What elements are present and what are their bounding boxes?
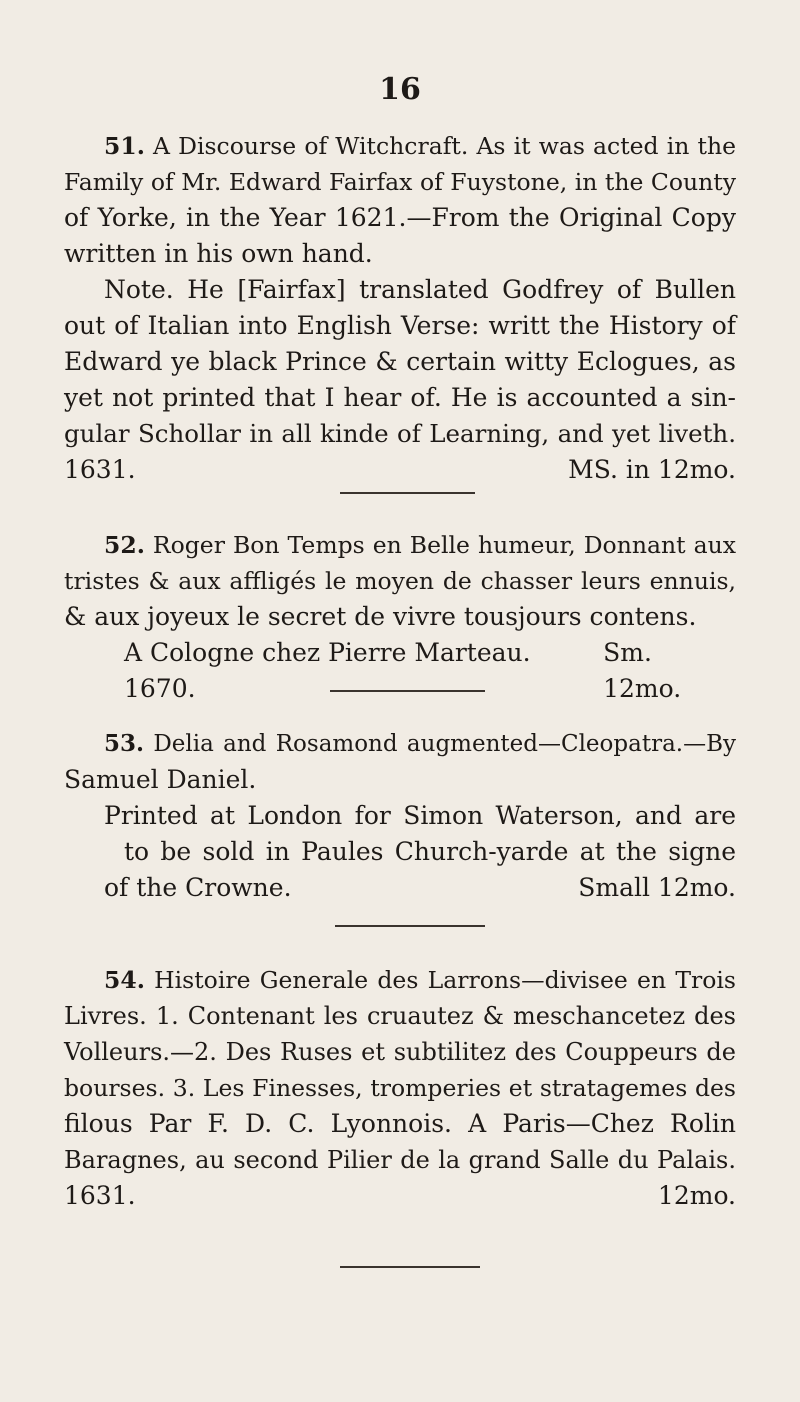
note-line: gular Schollar in all kinde of Learning, and yet liveth. — [64, 419, 736, 448]
entry-number: 52. — [104, 531, 145, 559]
entry-imprint-tail: of the Crowne. — [104, 873, 292, 902]
catalogue-entry-52 — [64, 527, 736, 707]
catalogue-entry-54 — [64, 962, 736, 1214]
catalogue-entry-53 — [64, 726, 736, 906]
catalogue-entry-51 — [64, 128, 736, 488]
entry-number: 51. — [104, 132, 145, 160]
entry-tail — [64, 1178, 736, 1214]
page-number: 16 — [379, 72, 421, 107]
entry-line: Livres. 1. Contenant les cruautez & meschancetez des — [64, 1002, 736, 1030]
entry-format: MS. in 12mo. — [568, 455, 736, 484]
entry-line: written in his own hand. — [64, 239, 373, 268]
note-line: Edward ye black Prince & certain witty Eclogues, as — [64, 347, 736, 376]
note-line: out of Italian into English Verse: writt the History of — [64, 311, 736, 340]
entry-format: Small 12mo. — [578, 873, 736, 902]
separator-rule — [340, 492, 475, 494]
entry-line: tristes & aux affligés le moyen de chasser leurs ennuis, — [64, 567, 736, 595]
entry-line: filous Par F. D. C. Lyonnois. A Paris—Chez Rolin — [64, 1109, 736, 1138]
entry-line: of Yorke, in the Year 1621.—From the Original Copy — [64, 203, 736, 232]
entry-line: Samuel Daniel. — [64, 765, 257, 794]
entry-line: & aux joyeux le secret de vivre tousjours contens. — [64, 602, 697, 631]
entry-line: Baragnes, au second Pilier de la grand Salle du Palais. — [64, 1146, 736, 1174]
entry-format: 12mo. — [657, 1181, 736, 1210]
entry-tail — [64, 870, 736, 906]
separator-rule — [340, 1266, 480, 1268]
entry-format: Sm. 12mo. — [603, 638, 682, 703]
entry-date: 1631. — [64, 1181, 136, 1210]
note-line: Note. He [Fairfax] translated Godfrey of Bullen — [104, 275, 736, 304]
entry-number: 54. — [104, 966, 145, 994]
note-line: yet not printed that I hear of. He is accounted a sin- — [64, 383, 736, 412]
entry-tail — [64, 635, 736, 707]
entry-line: 53. Delia and Rosamond augmented—Cleopatra.—By — [104, 730, 736, 757]
imprint-line: Printed at London for Simon Waterson, and are — [104, 801, 736, 830]
entry-line: 52. Roger Bon Temps en Belle humeur, Donnant aux — [104, 531, 736, 559]
separator-rule — [335, 925, 485, 927]
entry-line: Volleurs.—2. Des Ruses et subtilitez des Couppeurs de — [64, 1038, 736, 1066]
entry-line: 51. A Discourse of Witchcraft. As it was acted in the — [104, 132, 736, 160]
entry-number: 53. — [104, 730, 145, 757]
entry-line: Family of Mr. Edward Fairfax of Fuystone, in the County — [64, 168, 736, 196]
entry-tail — [64, 452, 736, 488]
separator-rule — [330, 690, 485, 692]
entry-line: bourses. 3. Les Finesses, tromperies et stratagemes des — [64, 1074, 736, 1102]
entry-line: 54. Histoire Generale des Larrons—divisee en Trois — [104, 966, 736, 994]
entry-date: 1631. — [64, 455, 136, 484]
imprint-line: to be sold in Paules Church-yarde at the signe — [124, 837, 736, 866]
entry-imprint: A Cologne chez Pierre Marteau. 1670. — [124, 638, 531, 703]
